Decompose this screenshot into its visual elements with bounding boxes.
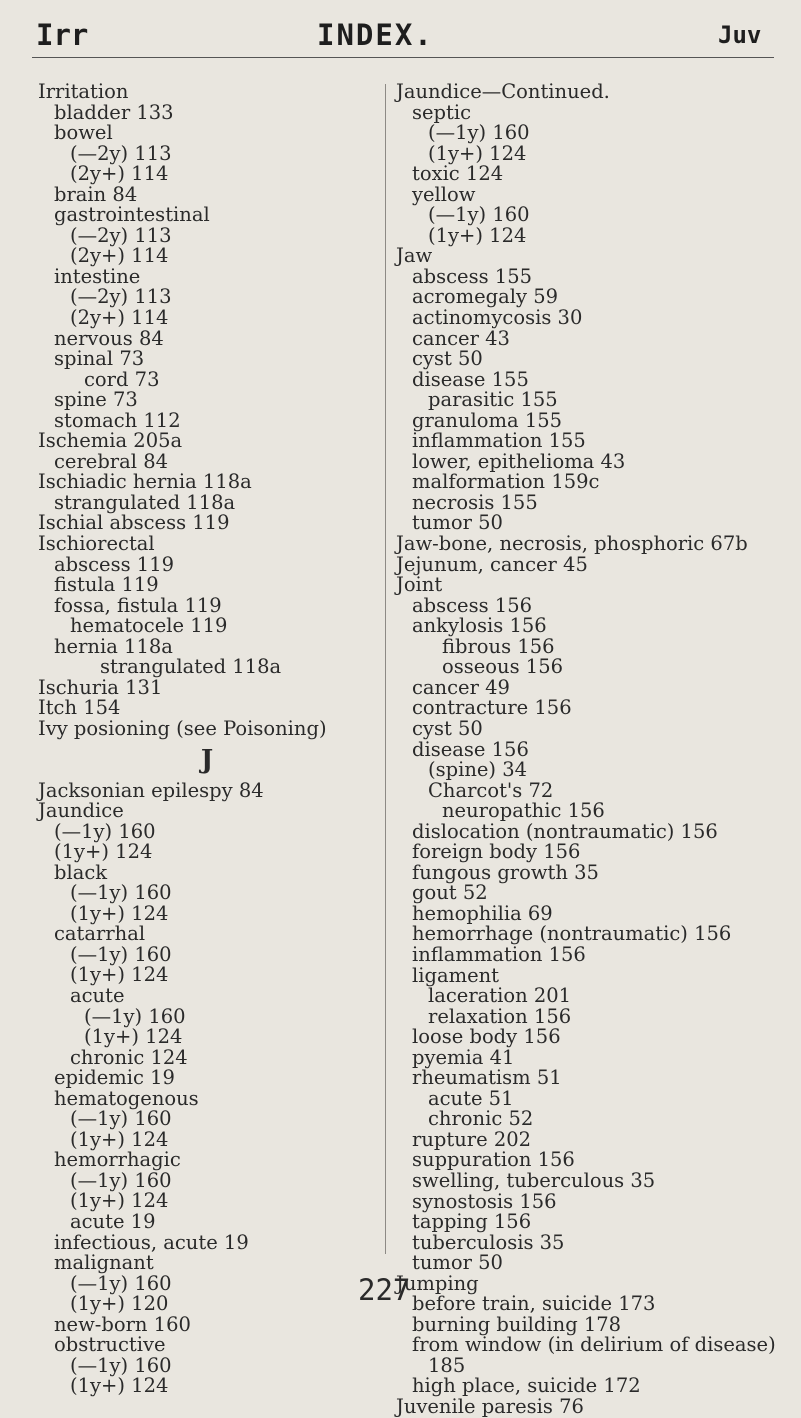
index-entry: fungous growth 35 (412, 860, 599, 884)
index-entry: abscess 155 (412, 264, 533, 288)
header-right-guideword: Juv (718, 21, 762, 49)
index-entry: tapping 156 (412, 1210, 532, 1234)
index-entry: (—1y) 160 (428, 121, 530, 145)
index-entry: yellow (412, 182, 476, 206)
index-entry: (1y+) 120 (70, 1292, 169, 1316)
index-entry: Ischial abscess 119 (38, 511, 230, 535)
index-entry: parasitic 155 (428, 388, 558, 412)
index-entry: (—1y) 160 (70, 881, 172, 905)
index-entry: (—1y) 160 (70, 1107, 172, 1131)
index-entry: Ischuria 131 (38, 675, 163, 699)
index-entry: inflammation 155 (412, 429, 586, 453)
index-entry: epidemic 19 (54, 1066, 175, 1090)
column-divider (385, 84, 386, 1254)
index-entry: acute 51 (428, 1086, 514, 1110)
index-entry: acute 19 (70, 1209, 156, 1233)
index-entry: relaxation 156 (428, 1004, 572, 1028)
index-entry: Jaw (396, 244, 433, 268)
index-entry: Jacksonian epilespy 84 (38, 778, 264, 802)
index-entry: Jumping (396, 1271, 479, 1295)
index-entry: (2y+) 114 (70, 244, 169, 268)
index-entry: (1y+) 124 (70, 901, 169, 925)
index-entry: swelling, tuberculous 35 (412, 1168, 656, 1192)
index-entry: (—1y) 160 (428, 203, 530, 227)
index-entry: burning building 178 (412, 1312, 622, 1336)
index-entry: loose body 156 (412, 1025, 561, 1049)
page-number: 227 (358, 1273, 411, 1307)
index-entry: ankylosis 156 (412, 614, 547, 638)
index-entry: Itch 154 (38, 696, 121, 720)
index-entry: (—1y) 160 (54, 819, 156, 843)
index-entry: (1y+) 124 (70, 1189, 169, 1213)
index-entry: infectious, acute 19 (54, 1230, 249, 1254)
index-entry: (—2y) 113 (70, 223, 172, 247)
index-entry: (—2y) 113 (70, 285, 172, 309)
index-entry: contracture 156 (412, 696, 572, 720)
index-entry: Juvenile paresis 76 (396, 1395, 584, 1418)
header-title: INDEX. (317, 18, 434, 52)
index-entry: (—1y) 160 (70, 1168, 172, 1192)
index-entry: neuropathic 156 (442, 799, 605, 823)
index-entry: laceration 201 (428, 984, 572, 1008)
index-entry: chronic 52 (428, 1107, 534, 1131)
index-entry: Jaundice (38, 799, 124, 823)
index-entry: Ivy posioning (see Poisoning) (38, 716, 327, 740)
index-entry: chronic 124 (70, 1045, 188, 1069)
index-entry: cyst 50 (412, 347, 483, 371)
index-entry: fistula 119 (54, 573, 159, 597)
index-entry: 185 (428, 1353, 466, 1377)
index-entry: suppuration 156 (412, 1148, 575, 1172)
index-entry: hemorrhage (nontraumatic) 156 (412, 922, 732, 946)
index-entry: ligament (412, 963, 500, 987)
index-entry: spinal 73 (54, 347, 145, 371)
index-entry: (1y+) 124 (70, 963, 169, 987)
index-entry: strangulated 118a (100, 655, 282, 679)
index-entry: bladder 133 (54, 100, 174, 124)
index-entry: fibrous 156 (442, 634, 555, 658)
index-entry: dislocation (nontraumatic) 156 (412, 819, 718, 843)
index-entry: Ischemia 205a (38, 429, 183, 453)
index-entry: (—1y) 160 (84, 1004, 186, 1028)
index-entry: Ischiorectal (38, 532, 155, 556)
index-entry: acromegaly 59 (412, 285, 559, 309)
header-left-guideword: Irr (36, 18, 89, 52)
header-rule (32, 57, 774, 58)
index-entry: hemorrhagic (54, 1148, 181, 1172)
index-entry: Jaw-bone, necrosis, phosphoric 67b (396, 532, 748, 556)
index-entry: cyst 50 (412, 716, 483, 740)
index-entry: intestine (54, 264, 141, 288)
index-entry: inflammation 156 (412, 942, 586, 966)
section-letter: J (200, 744, 214, 775)
index-entry: abscess 156 (412, 593, 533, 617)
index-entry: abscess 119 (54, 552, 175, 576)
index-entry: rheumatism 51 (412, 1066, 562, 1090)
index-entry: disease 155 (412, 367, 529, 391)
index-entry: from window (in delirium of disease) (412, 1333, 776, 1357)
index-entry: (spine) 34 (428, 758, 528, 782)
index-entry: disease 156 (412, 737, 529, 761)
index-entry: (1y+) 124 (428, 223, 527, 247)
index-entry: nervous 84 (54, 326, 164, 350)
index-entry: obstructive (54, 1333, 166, 1357)
index-entry: (—1y) 160 (70, 942, 172, 966)
index-entry: toxic 124 (412, 162, 504, 186)
index-entry: synostosis 156 (412, 1189, 557, 1213)
index-entry: (2y+) 114 (70, 162, 169, 186)
index-entry: Jejunum, cancer 45 (396, 552, 588, 576)
index-entry: hematocele 119 (70, 614, 228, 638)
index-entry: cord 73 (84, 367, 160, 391)
index-entry: tuberculosis 35 (412, 1230, 565, 1254)
index-entry: foreign body 156 (412, 840, 581, 864)
index-entry: (2y+) 114 (70, 306, 169, 330)
index-entry: (1y+) 124 (70, 1127, 169, 1151)
index-entry: hernia 118a (54, 634, 173, 658)
index-entry: (1y+) 124 (84, 1025, 183, 1049)
index-entry: black (54, 860, 108, 884)
index-entry: (1y+) 124 (70, 1374, 169, 1398)
index-entry: Joint (396, 573, 443, 597)
index-entry: Irritation (38, 80, 129, 103)
index-entry: pyemia 41 (412, 1045, 515, 1069)
index-entry: before train, suicide 173 (412, 1292, 656, 1316)
index-entry: brain 84 (54, 182, 138, 206)
index-entry: new-born 160 (54, 1312, 191, 1336)
index-entry: gout 52 (412, 881, 488, 905)
index-entry: spine 73 (54, 388, 138, 412)
index-entry: (—1y) 160 (70, 1271, 172, 1295)
index-entry: high place, suicide 172 (412, 1374, 641, 1398)
index-entry: (—2y) 113 (70, 141, 172, 165)
index-entry: tumor 50 (412, 1251, 503, 1275)
index-entry: acute (70, 983, 125, 1007)
index-entry: osseous 156 (442, 655, 564, 679)
index-entry: gastrointestinal (54, 203, 210, 227)
index-entry: hemophilia 69 (412, 901, 553, 925)
index-entry: fossa, fistula 119 (54, 593, 222, 617)
index-entry: rupture 202 (412, 1127, 532, 1151)
index-entry: cerebral 84 (54, 449, 169, 473)
index-column-left (38, 82, 376, 1397)
index-entry: hematogenous (54, 1086, 199, 1110)
index-entry: cancer 43 (412, 326, 510, 350)
index-entry: strangulated 118a (54, 490, 236, 514)
index-entry: (1y+) 124 (428, 141, 527, 165)
index-entry: granuloma 155 (412, 408, 563, 432)
index-entry: Ischiadic hernia 118a (38, 470, 252, 494)
index-entry: stomach 112 (54, 408, 181, 432)
index-entry: cancer 49 (412, 675, 510, 699)
index-column-right (396, 82, 776, 1418)
index-entry: (—1y) 160 (70, 1353, 172, 1377)
index-entry: septic (412, 100, 472, 124)
index-entry: malformation 159c (412, 470, 600, 494)
index-entry: bowel (54, 121, 113, 145)
index-entry: malignant (54, 1251, 154, 1275)
index-entry: lower, epithelioma 43 (412, 449, 626, 473)
index-entry: Jaundice—Continued. (396, 80, 610, 103)
index-entry: necrosis 155 (412, 490, 538, 514)
index-entry: (1y+) 124 (54, 840, 153, 864)
index-entry: Charcot's 72 (428, 778, 554, 802)
index-entry: actinomycosis 30 (412, 306, 583, 330)
index-entry: tumor 50 (412, 511, 503, 535)
index-entry: catarrhal (54, 922, 146, 946)
